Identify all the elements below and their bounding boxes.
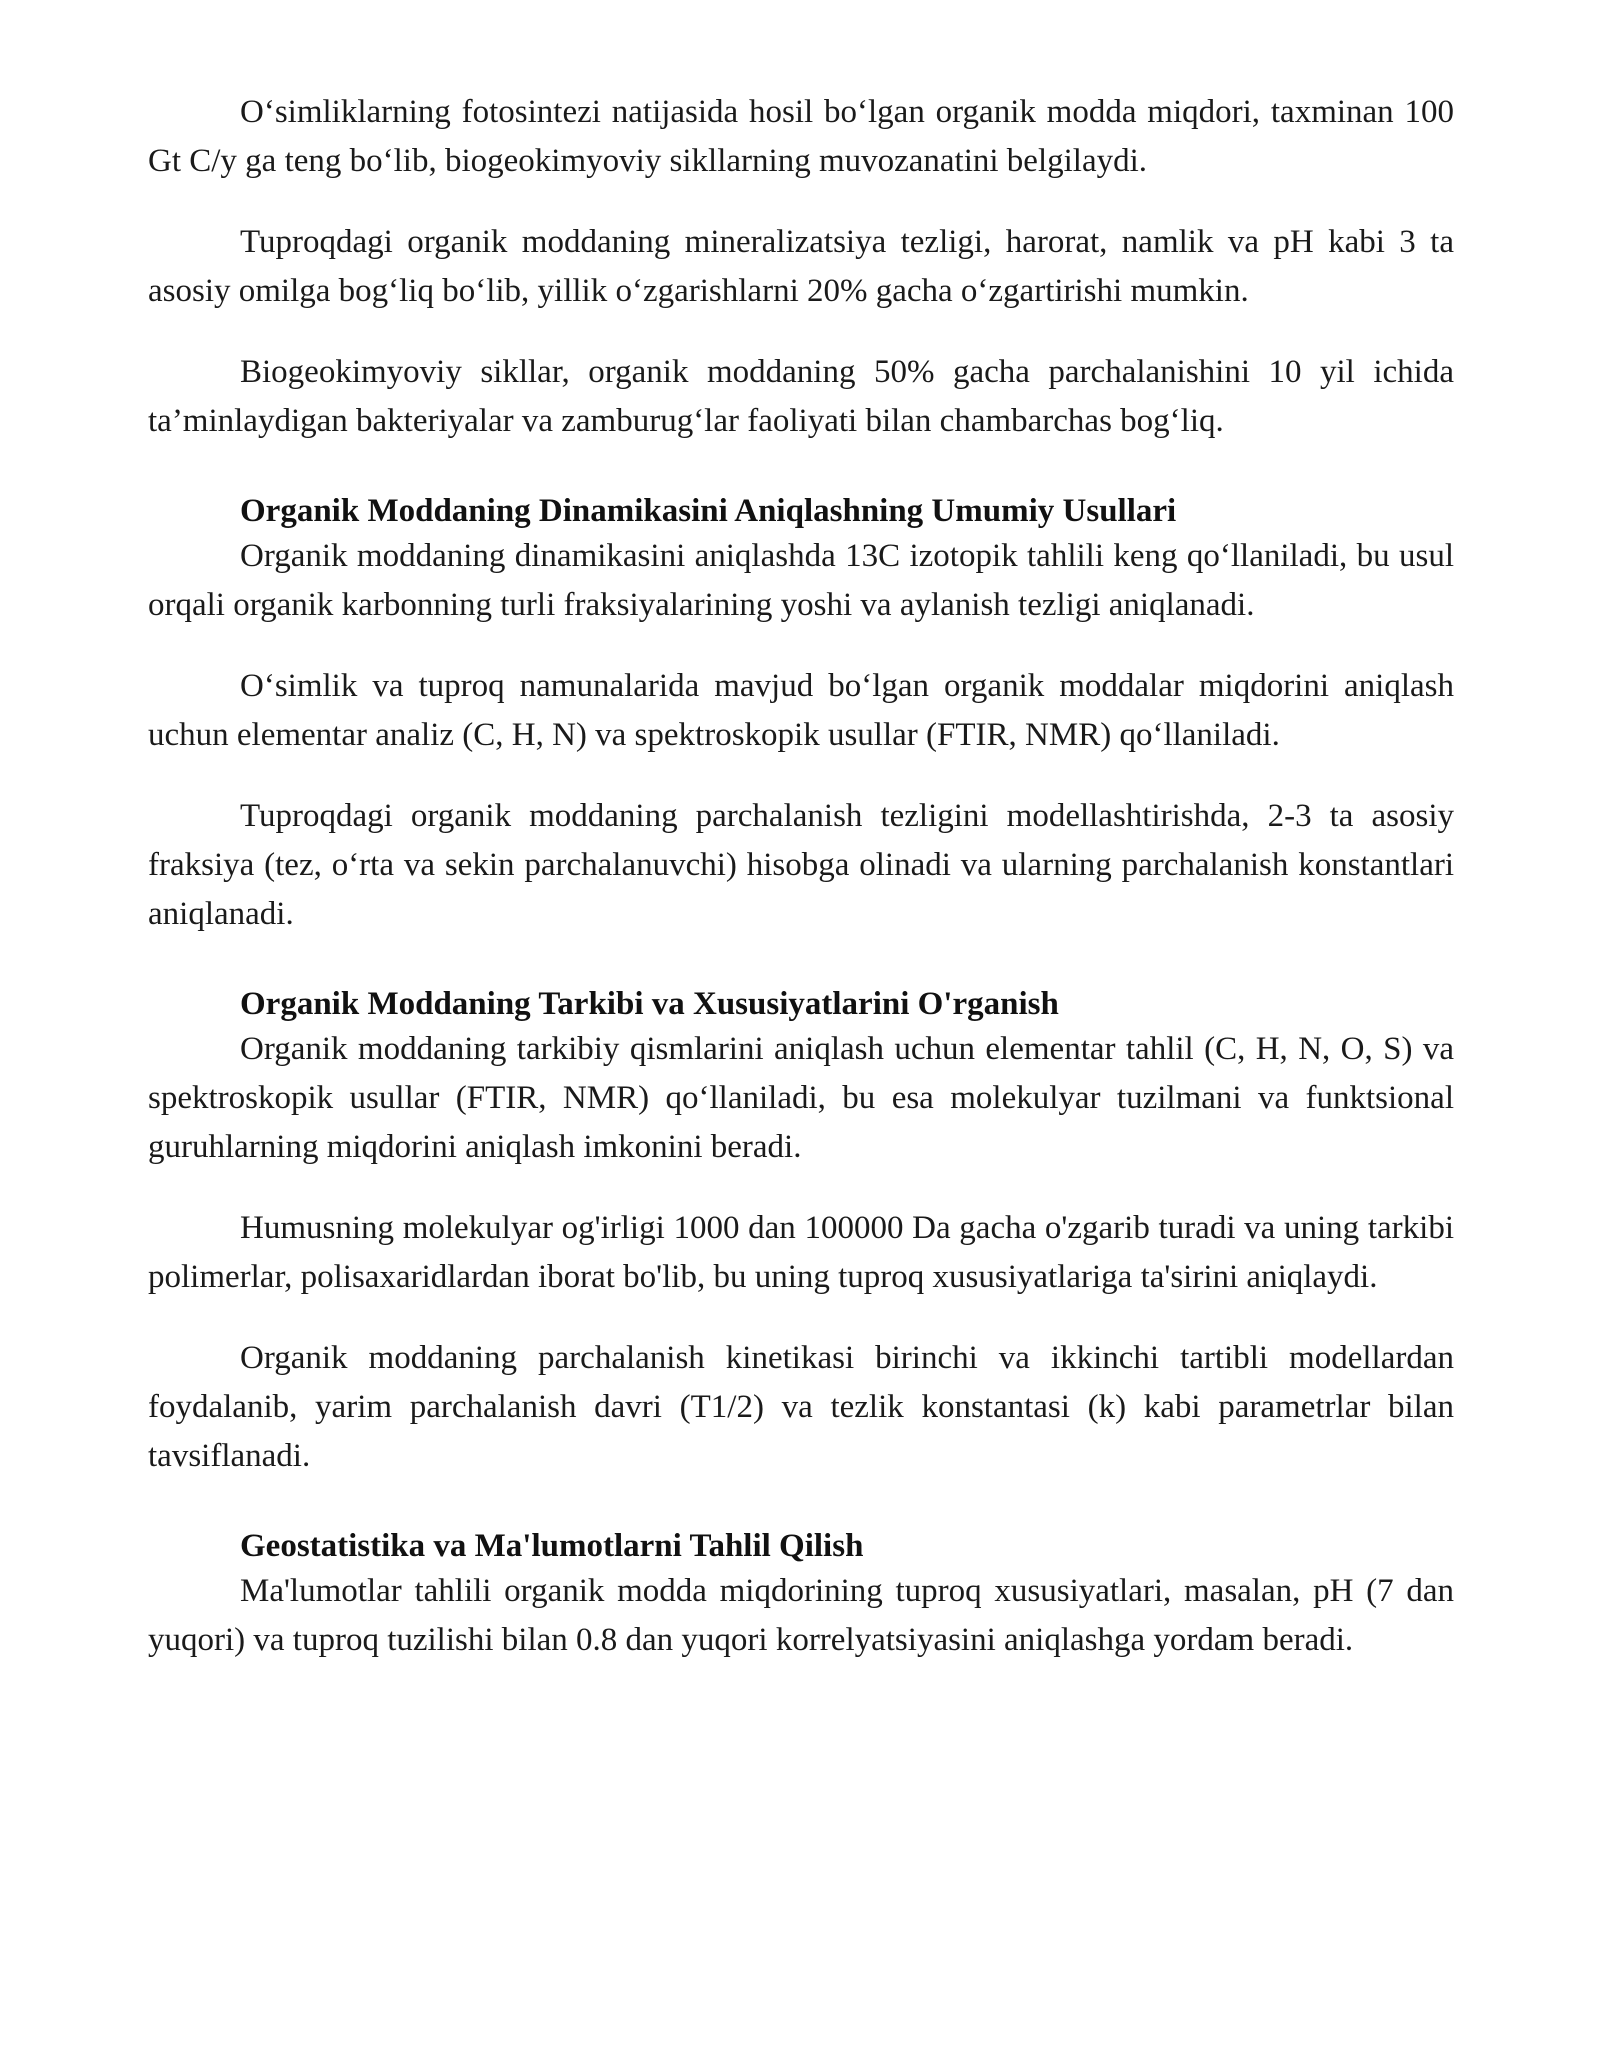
section-heading-dynamics-methods: Organik Moddaning Dinamikasini Aniqlashning Umumiy Usullari bbox=[240, 493, 1177, 529]
paragraph-decomposition-kinetics: Organik moddaning parchalanish kinetikasi birinchi va ikkinchi tartibli modellardan foydalanib, yarim parchalanish davri (T1/2) va tezlik konstantasi (k) kabi parametrlar bilan tavsiflanadi. bbox=[148, 1340, 1454, 1474]
paragraph-humus-molecular-weight: Humusning molekulyar og'irligi 1000 dan 100000 Da gacha o'zgarib turadi va uning tarkibi polimerlar, polisaxaridlardan iborat bo'lib, bu uning tuproq xususiyatlariga ta'sirini aniqlaydi. bbox=[148, 1210, 1454, 1295]
document-page bbox=[148, 88, 1454, 1697]
section-heading-geostatistics: Geostatistika va Ma'lumotlarni Tahlil Qilish bbox=[240, 1528, 864, 1564]
paragraph-biogeochemical-cycles: Biogeokimyoviy sikllar, organik moddaning 50% gacha parchalanishini 10 yil ichida ta’minlaydigan bakteriyalar va zamburug‘lar faoliyati bilan chambarchas bog‘liq. bbox=[148, 354, 1454, 439]
paragraph-isotope-analysis: Organik moddaning dinamikasini aniqlashda 13C izotopik tahlili keng qo‘llaniladi, bu usul orqali organik karbonning turli fraksiyalarining yoshi va aylanish tezligi aniqlanadi. bbox=[148, 538, 1454, 623]
paragraph-mineralization: Tuproqdagi organik moddaning mineralizatsiya tezligi, harorat, namlik va pH kabi 3 ta asosiy omilga bog‘liq bo‘lib, yillik o‘zgarishlarni 20% gacha o‘zgartirishi mumkin. bbox=[148, 224, 1454, 309]
paragraph-elemental-analysis: O‘simlik va tuproq namunalarida mavjud bo‘lgan organik moddalar miqdorini aniqlash uchun elementar analiz (C, H, N) va spektroskopik usullar (FTIR, NMR) qo‘llaniladi. bbox=[148, 668, 1454, 753]
paragraph-photosynthesis: O‘simliklarning fotosintezi natijasida hosil bo‘lgan organik modda miqdori, taxminan 100 Gt C/y ga teng bo‘lib, biogeokimyoviy sikllarning muvozanatini belgilaydi. bbox=[148, 94, 1454, 179]
paragraph-decomposition-modeling: Tuproqdagi organik moddaning parchalanish tezligini modellashtirishda, 2-3 ta asosiy fraksiya (tez, o‘rta va sekin parchalanuvchi) hisobga olinadi va ularning parchalanish konstantlari aniqlanadi. bbox=[148, 798, 1454, 932]
section-heading-composition-properties: Organik Moddaning Tarkibi va Xususiyatlarini O'rganish bbox=[240, 986, 1059, 1022]
paragraph-data-analysis: Ma'lumotlar tahlili organik modda miqdorining tuproq xususiyatlari, masalan, pH (7 dan yuqori) va tuproq tuzilishi bilan 0.8 dan yuqori korrelyatsiyasini aniqlashga yordam beradi. bbox=[148, 1573, 1454, 1658]
paragraph-composition-analysis: Organik moddaning tarkibiy qismlarini aniqlash uchun elementar tahlil (C, H, N, O, S) va spektroskopik usullar (FTIR, NMR) qo‘llaniladi, bu esa molekulyar tuzilmani va funktsional guruhlarning miqdorini aniqlash imkonini beradi. bbox=[148, 1031, 1454, 1165]
